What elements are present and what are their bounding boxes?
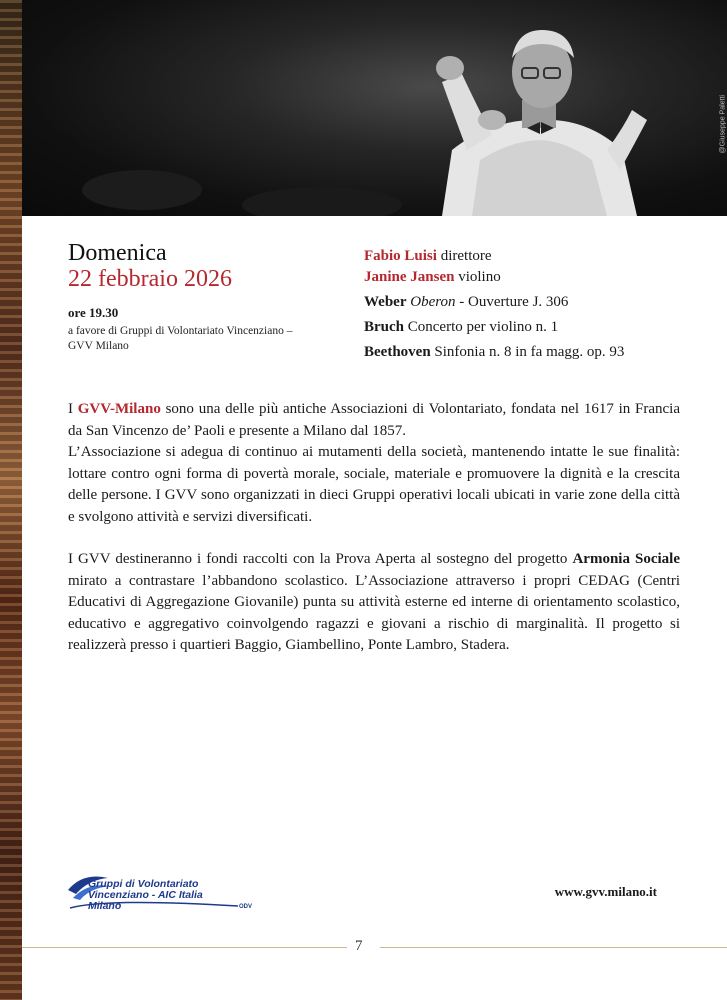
text-span: I	[68, 401, 78, 417]
logo-line: Gruppi di Volontariato	[88, 878, 199, 890]
event-beneficiary: a favore di Gruppi di Volontariato Vincenziano – GVV Milano	[68, 325, 293, 352]
program-work	[364, 342, 624, 363]
photo-credit: @Giuseppe Paletti	[719, 95, 726, 154]
page-number: 7	[355, 938, 363, 954]
event-day: Domenica	[68, 240, 167, 266]
work-detail: - Ouverture J. 306	[455, 294, 569, 310]
event-time: ore 19.30	[68, 305, 119, 320]
text-span: sono una delle più antiche Associazioni di Volontariato, fondata nel 1617 in Francia da San Vincenzo de’ Paoli e presente a Milano dal 1857.	[68, 401, 680, 439]
text-span: I GVV destineranno i fondi raccolti con la Prova Aperta al sostegno del progetto	[68, 551, 573, 567]
text-span: L’Associazione si adegua di continuo ai mutamenti della società, mantenendo intatte le sue finalità: lottare contro ogni forma di povertà morale, sociale, materiale e promuovere la dignità e la crescita delle persone. I GVV sono organizzati in dieci Gruppi operativi locali ubicati in varie zone della città e svolgono attività e servizi diversificati.	[68, 444, 680, 525]
logo-text	[88, 879, 203, 912]
work-detail: Concerto per violino n. 1	[407, 319, 559, 335]
description-text	[68, 399, 680, 657]
soloist-role: violino	[458, 269, 501, 285]
work-composer: Weber	[364, 294, 407, 310]
footer-rule-right	[380, 947, 727, 948]
soloist-name: Janine Jansen	[364, 269, 455, 285]
event-date: 22 febbraio 2026	[68, 266, 232, 292]
work-title: Oberon	[410, 294, 456, 310]
logo-odv: ODV	[239, 904, 253, 910]
program-work	[364, 292, 624, 313]
theater-photo-strip	[0, 0, 22, 1000]
footer-rule-left	[22, 947, 347, 948]
work-composer: Beethoven	[364, 344, 431, 360]
logo-line: Milano	[88, 900, 122, 912]
logo-line: Vincenziano - AIC Italia	[88, 889, 203, 901]
conductor-line	[364, 246, 624, 267]
work-detail: Sinfonia n. 8 in fa magg. op. 93	[434, 344, 625, 360]
work-composer: Bruch	[364, 319, 405, 335]
gvv-highlight: GVV-Milano	[77, 401, 161, 417]
text-span: mirato a contrastare l’abbandono scolastico. L’Associazione attraverso i propri CEDAG (Centri Educativi di Aggregazione Giovanile) punta su attività esterne ed interne di orientamento scolastico, educativo e aggregativo coinvolgendo ragazzi e giovani a rischio di marginalità. Il progetto si realizzerà presso i quartieri Baggio, Giambellino, Ponte Lambro, Stadera.	[68, 572, 680, 653]
paragraph-1	[68, 399, 680, 528]
website-link[interactable]: www.gvv.milano.it	[554, 884, 657, 899]
concert-program	[364, 246, 624, 363]
conductor-role: direttore	[440, 248, 492, 264]
soloist-line	[364, 267, 624, 288]
paragraph-2	[68, 549, 680, 657]
program-work	[364, 317, 624, 338]
conductor-photo	[22, 0, 727, 216]
project-name: Armonia Sociale	[572, 551, 680, 567]
conductor-name: Fabio Luisi	[364, 248, 437, 264]
